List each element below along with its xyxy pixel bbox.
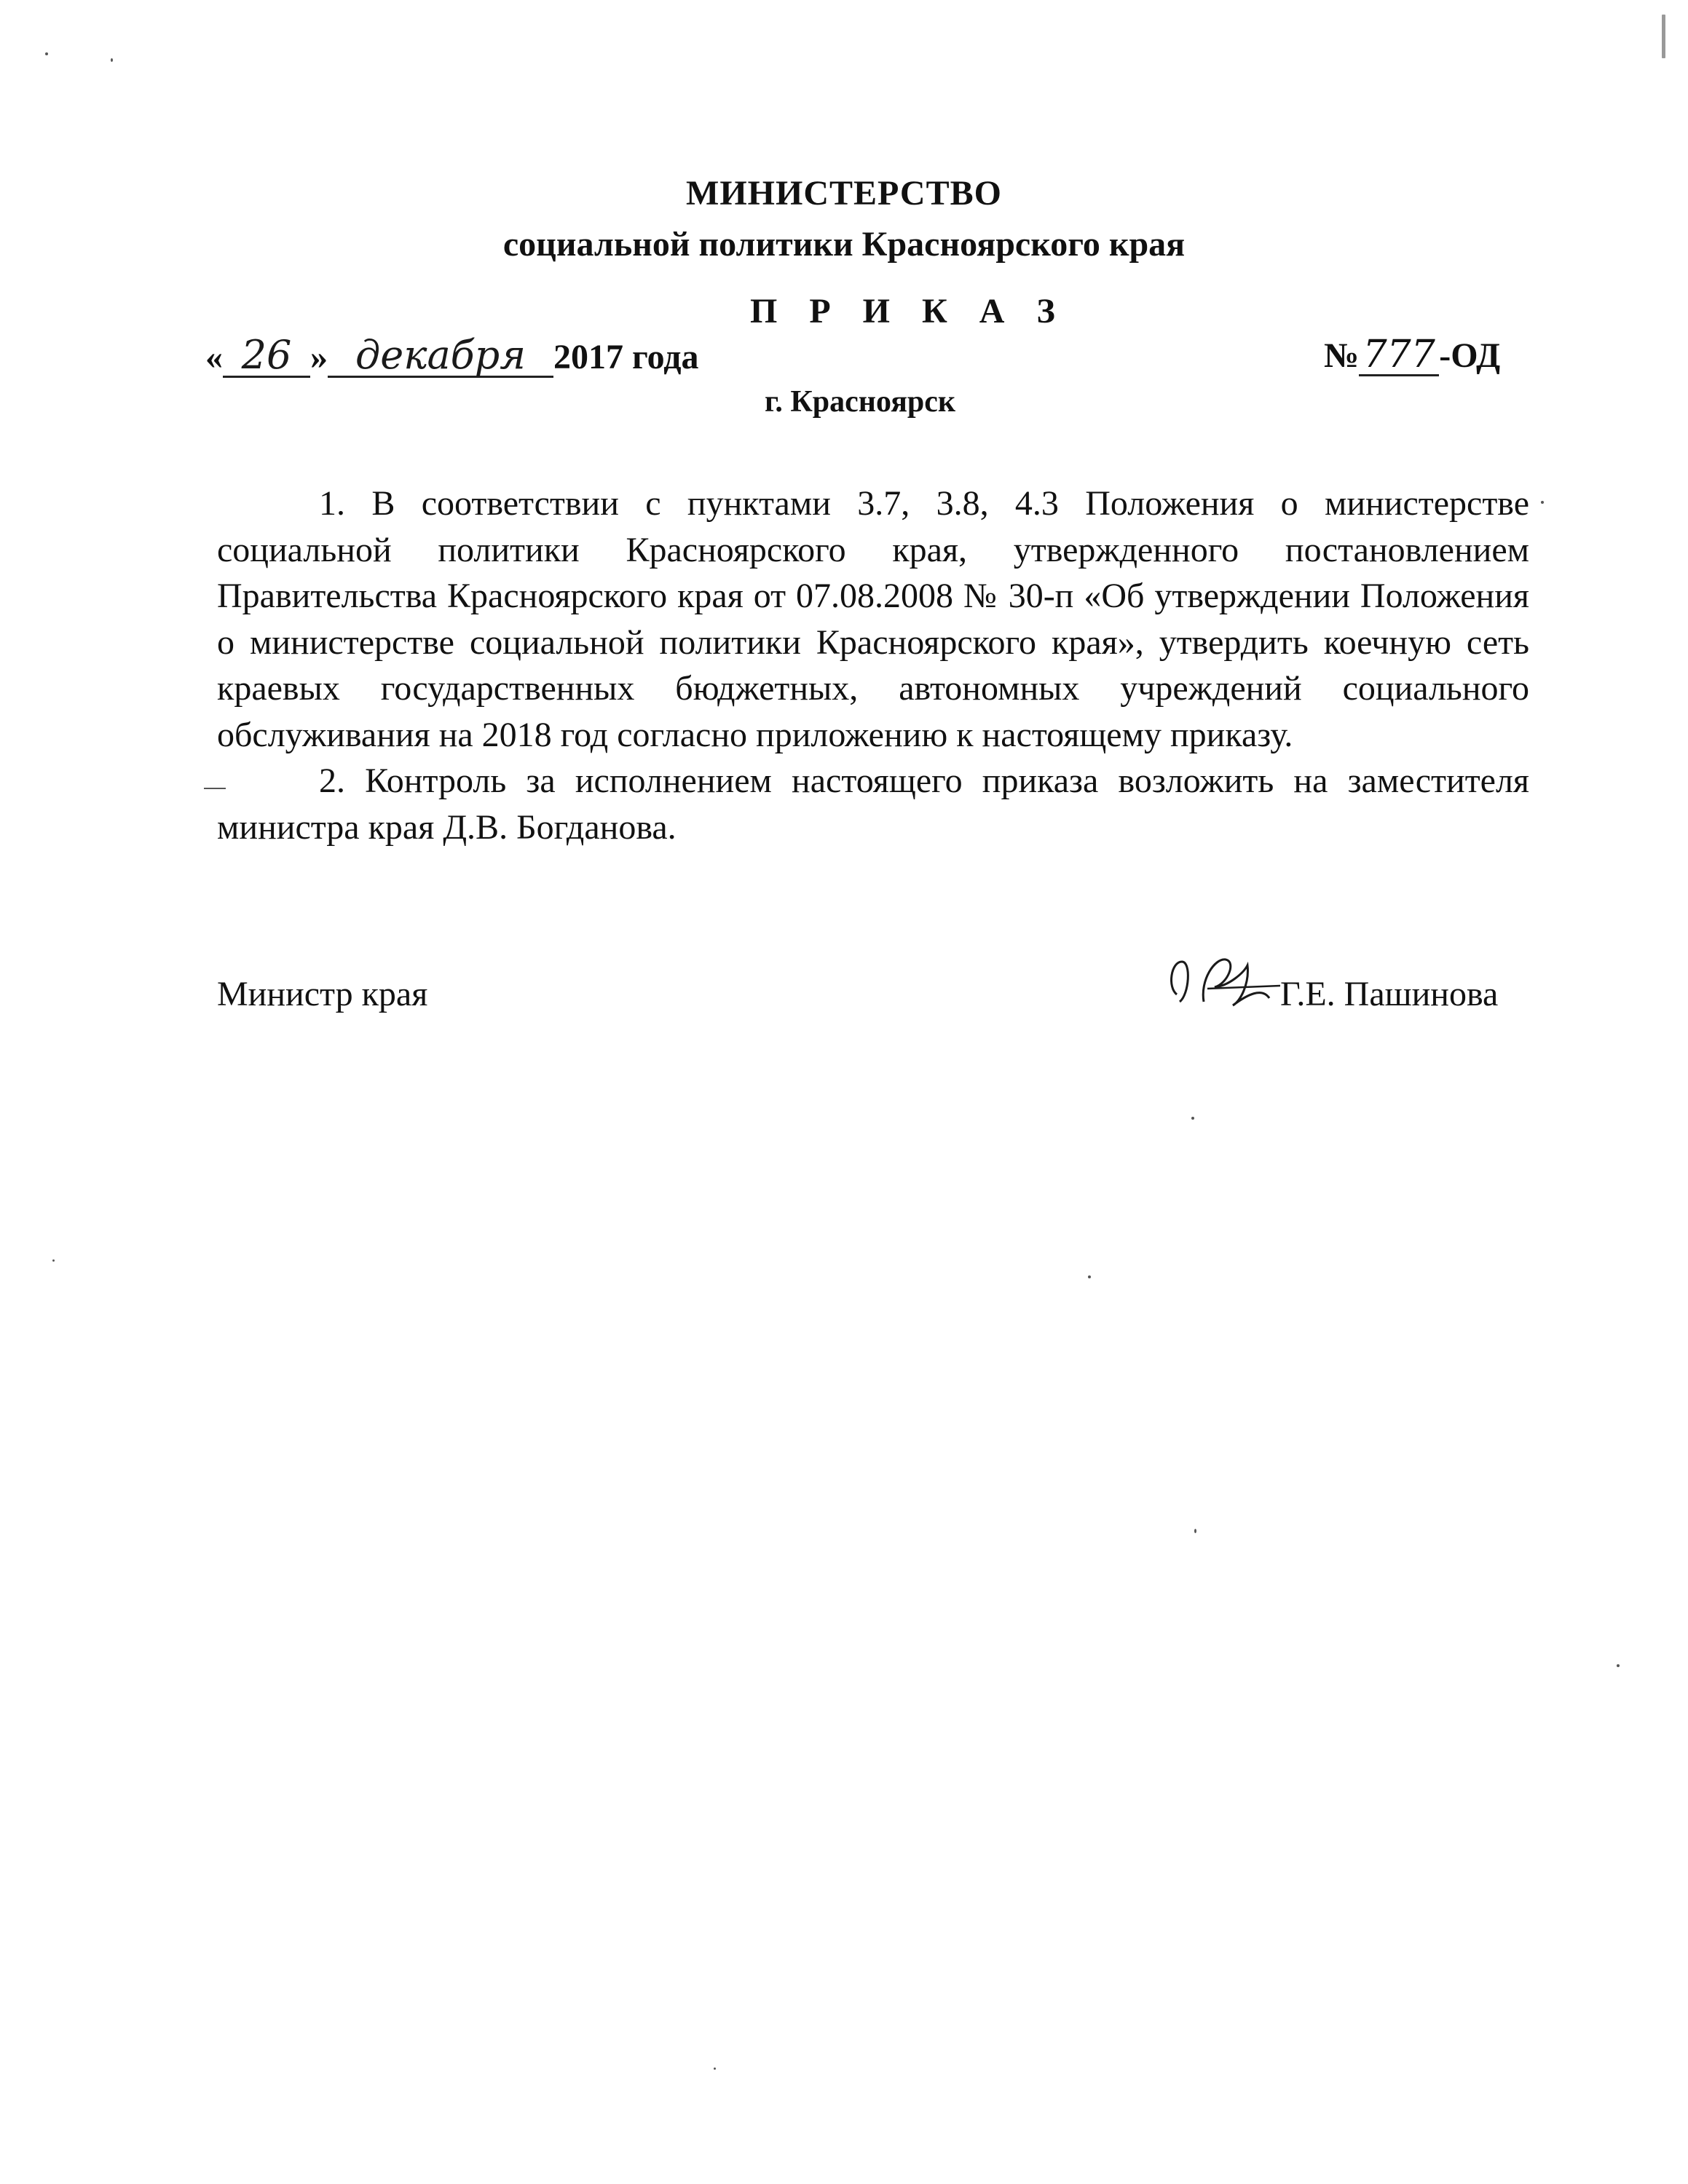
handwritten-signature xyxy=(1164,943,1295,1016)
scan-speck xyxy=(204,788,226,789)
date-open-quote: « xyxy=(205,338,223,376)
order-number xyxy=(1324,335,1500,376)
signatory-name: Г.Е. Пашинова xyxy=(1280,975,1499,1013)
scan-speck xyxy=(1617,1664,1620,1667)
document-type: П Р И К А З xyxy=(750,292,1067,331)
city: г. Красноярск xyxy=(765,385,956,419)
scan-speck xyxy=(52,1259,55,1262)
signatory-role: Министр края xyxy=(217,975,428,1013)
date-day: 26 xyxy=(223,335,310,378)
order-date xyxy=(205,332,699,378)
date-month: декабря xyxy=(328,335,553,378)
paragraph-1: 1. В соответствии с пунктами 3.7, 3.8, 4.3 Положения о министерстве социальной политики Красноярского края, утвержденного постановлением Правительства Красноярского края от 07.08.2008 № 30-п «Об утверждении Положения о министерстве социальной политики Красноярского края», утвердить коечную сеть краевых государственных бюджетных, автономных учреждений социального обслуживания на 2018 год согласно приложению к настоящему приказу. xyxy=(217,484,1529,754)
scan-speck xyxy=(1541,501,1544,504)
order-number-value: 777 xyxy=(1359,335,1439,376)
ministry-subtitle: социальной политики Красноярского края xyxy=(502,225,1186,264)
scan-edge-mark xyxy=(1662,15,1665,58)
order-number-suffix: -ОД xyxy=(1439,336,1501,375)
scan-speck xyxy=(1194,1529,1196,1533)
ministry-title: МИНИСТЕРСТВО xyxy=(686,174,1002,213)
paragraph-2: 2. Контроль за исполнением настоящего приказа возложить на заместителя министра края Д.В. Богданова. xyxy=(217,761,1529,847)
scan-speck xyxy=(111,58,113,62)
scan-speck xyxy=(714,2068,716,2070)
date-year: 2017 года xyxy=(553,338,699,376)
order-number-prefix: № xyxy=(1324,336,1360,375)
order-body xyxy=(217,480,1529,850)
date-close-quote: » xyxy=(310,338,328,376)
scan-speck xyxy=(45,52,48,55)
scan-speck xyxy=(1088,1275,1091,1278)
scan-speck xyxy=(1191,1117,1194,1120)
